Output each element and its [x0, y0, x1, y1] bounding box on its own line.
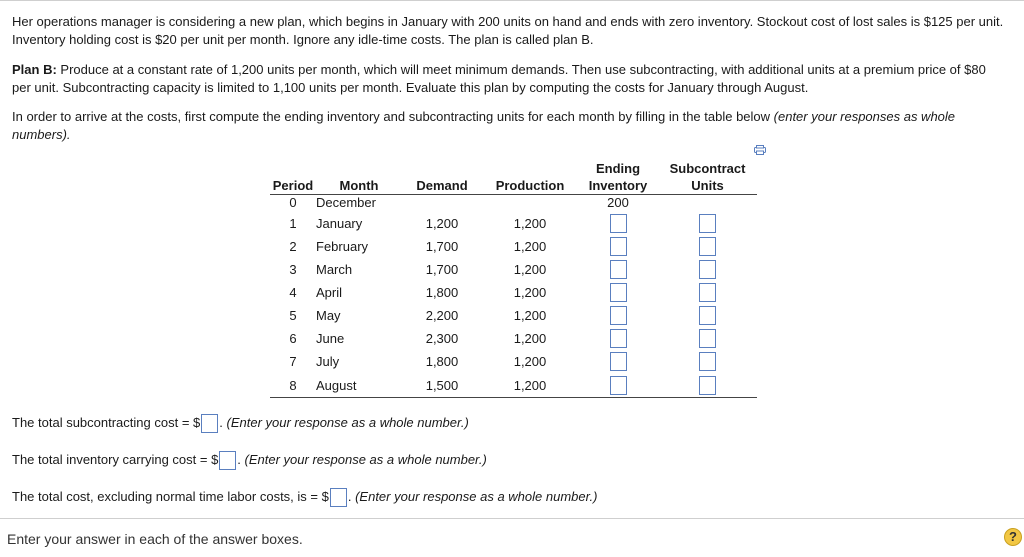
- subcontract-units-input[interactable]: [699, 214, 716, 233]
- ending-inventory-cell: [578, 327, 658, 350]
- subcontract-cell: [658, 258, 757, 281]
- table-row: [270, 258, 757, 281]
- ending-inventory-input[interactable]: [610, 260, 627, 279]
- production-cell: [482, 195, 578, 213]
- footer-instruction: Enter your answer in each of the answer boxes.: [7, 531, 303, 547]
- ending-inventory-input[interactable]: [610, 329, 627, 348]
- footer-divider: [0, 518, 1024, 519]
- production-cell: 1,200: [513, 262, 547, 277]
- instruction-text: In order to arrive at the costs, first compute the ending inventory and subcontracting units for each month by filling in the table below: [12, 109, 774, 124]
- demand-cell: 1,200: [425, 216, 459, 231]
- header-sub-line1: Subcontract: [669, 161, 746, 176]
- header-production: Production: [482, 160, 578, 195]
- question-inventory-carrying-cost: [12, 451, 487, 470]
- subcontract-cell: [658, 212, 757, 235]
- subcontract-cell: [658, 327, 757, 350]
- month-cell: April: [316, 285, 343, 300]
- period-cell: 0: [289, 195, 297, 210]
- header-month: Month: [316, 160, 402, 195]
- ending-inventory-cell: [578, 373, 658, 398]
- ending-inventory-input[interactable]: [610, 376, 627, 395]
- ending-inventory-cell: [578, 350, 658, 373]
- month-cell: June: [316, 331, 345, 346]
- question-suffix: .: [237, 452, 241, 467]
- ending-inventory-cell: [578, 235, 658, 258]
- production-cell: 1,200: [513, 331, 547, 346]
- month-cell: August: [316, 373, 402, 398]
- total-cost-input[interactable]: [330, 488, 347, 507]
- instruction-paragraph: [12, 108, 1007, 144]
- question-total-cost: [12, 488, 597, 507]
- subcontract-cell: [658, 373, 757, 398]
- demand-cell: 2,300: [425, 331, 459, 346]
- question-hint: (Enter your response as a whole number.): [226, 415, 469, 430]
- ending-inventory-cell: [578, 212, 658, 235]
- plan-b-text: Produce at a constant rate of 1,200 units per month, which will meet minimum demands. Then use subcontracting, with additional units at a premium price of $80 per unit. Subcontracting capacity is limited to 1,100 units per month. Evaluate this plan by computing the costs for January through August.: [12, 62, 986, 95]
- question-hint: (Enter your response as a whole number.): [355, 489, 598, 504]
- subcontract-units-input[interactable]: [699, 352, 716, 371]
- table-row: [270, 304, 757, 327]
- demand-cell: 1,700: [425, 262, 459, 277]
- demand-cell: [402, 195, 482, 213]
- table-row: [270, 212, 757, 235]
- production-cell: 1,200: [513, 285, 547, 300]
- subcontract-cell: [658, 350, 757, 373]
- subcontract-cell: [658, 304, 757, 327]
- question-suffix: .: [219, 415, 223, 430]
- subcontract-units-input[interactable]: [699, 237, 716, 256]
- header-period: Period: [270, 160, 316, 195]
- question-hint: (Enter your response as a whole number.): [244, 452, 487, 467]
- production-cell: 1,200: [513, 239, 547, 254]
- subcontract-units-input[interactable]: [699, 329, 716, 348]
- print-icon[interactable]: [754, 145, 766, 155]
- production-cell: 1,200: [482, 373, 578, 398]
- table-row: [270, 350, 757, 373]
- table-row: [270, 235, 757, 258]
- header-ending-inventory: [578, 160, 658, 195]
- month-cell: February: [316, 239, 369, 254]
- table-header-row: [270, 160, 757, 195]
- month-cell: May: [316, 308, 341, 323]
- subcontract-units-input[interactable]: [699, 306, 716, 325]
- demand-cell: 2,200: [425, 308, 459, 323]
- header-ending-line2: Inventory: [588, 178, 648, 193]
- subcontract-units-input[interactable]: [699, 376, 716, 395]
- subcontract-units-input[interactable]: [699, 260, 716, 279]
- period-cell: 6: [289, 331, 297, 346]
- ending-inventory-cell: [578, 281, 658, 304]
- month-cell: December: [316, 195, 376, 210]
- plan-b-label: Plan B:: [12, 62, 57, 77]
- month-cell: March: [316, 262, 353, 277]
- demand-cell: 1,800: [425, 285, 459, 300]
- period-cell: 5: [289, 308, 297, 323]
- period-cell: 1: [289, 216, 297, 231]
- period-cell: 3: [289, 262, 297, 277]
- demand-cell: 1,700: [425, 239, 459, 254]
- question-prefix: The total subcontracting cost = $: [12, 415, 201, 430]
- subcontract-cell: [658, 281, 757, 304]
- period-cell: 4: [289, 285, 297, 300]
- ending-inventory-cell: 200: [607, 195, 629, 210]
- period-cell: 7: [289, 354, 297, 369]
- ending-inventory-cell: [578, 304, 658, 327]
- header-subcontract-units: [658, 160, 757, 195]
- period-cell: 2: [289, 239, 297, 254]
- question-suffix: .: [347, 489, 352, 504]
- production-cell: 1,200: [513, 308, 547, 323]
- plan-b-table: [270, 160, 757, 398]
- question-prefix: The total cost, excluding normal time labor costs, is = $: [12, 489, 329, 504]
- demand-cell: 1,500: [402, 373, 482, 398]
- ending-inventory-input[interactable]: [610, 283, 627, 302]
- month-cell: January: [316, 216, 363, 231]
- subcontract-cell: [658, 195, 757, 213]
- production-cell: 1,200: [513, 354, 547, 369]
- demand-cell: 1,800: [425, 354, 459, 369]
- ending-inventory-input[interactable]: [610, 214, 627, 233]
- ending-inventory-input[interactable]: [610, 352, 627, 371]
- question-prefix: The total inventory carrying cost = $: [12, 452, 219, 467]
- question-subcontracting-cost: [12, 414, 469, 433]
- period-cell: 8: [270, 373, 316, 398]
- table-row: [270, 281, 757, 304]
- ending-inventory-input[interactable]: [610, 237, 627, 256]
- table-row: [270, 327, 757, 350]
- inventory-carrying-cost-input[interactable]: [219, 451, 236, 470]
- table-row: [270, 195, 757, 213]
- production-cell: 1,200: [513, 216, 547, 231]
- header-demand: Demand: [402, 160, 482, 195]
- help-icon[interactable]: ?: [1004, 528, 1022, 546]
- month-cell: July: [316, 354, 340, 369]
- ending-inventory-input[interactable]: [610, 306, 627, 325]
- instruction-italic: (enter your responses as whole numbers).: [12, 109, 956, 142]
- header-sub-line2: Units: [691, 178, 724, 193]
- header-ending-line1: Ending: [595, 161, 641, 176]
- plan-b-paragraph: [12, 61, 1007, 97]
- intro-paragraph: Her operations manager is considering a new plan, which begins in January with 200 units on hand and ends with zero inventory. Stockout cost of lost sales is $125 per unit. Inventory holding cost is $20 per unit per month. Ignore any idle-time costs. The plan is called plan B.: [12, 14, 1004, 47]
- subcontract-units-input[interactable]: [699, 283, 716, 302]
- ending-inventory-cell: [578, 258, 658, 281]
- subcontract-cell: [658, 235, 757, 258]
- table-row: [270, 373, 757, 398]
- top-border: [0, 0, 1024, 1]
- subcontracting-cost-input[interactable]: [201, 414, 218, 433]
